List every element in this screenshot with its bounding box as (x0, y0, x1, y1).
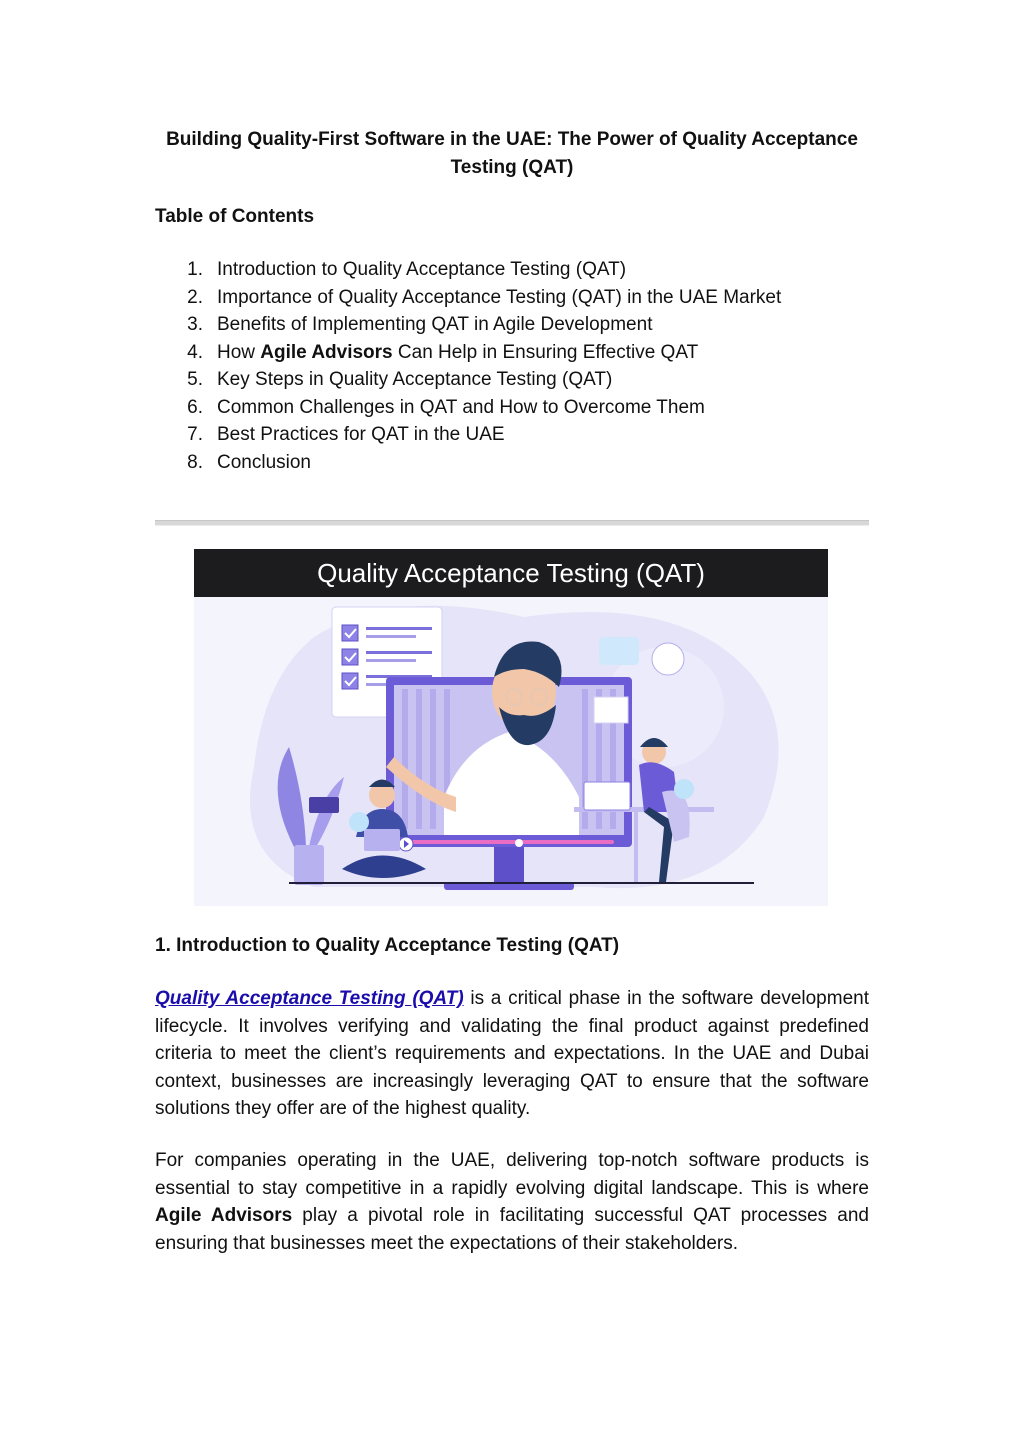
toc-item-label: Benefits of Implementing QAT in Agile Development (217, 314, 653, 335)
toc-item[interactable] (155, 256, 781, 284)
toc-item-label-pre: How (217, 341, 261, 363)
intro-paragraph-text: is a critical phase in the software development lifecycle. It involves verifying and validating the final product against predefined criteria to meet the client’s requirements and expectations. In the UAE and Dubai context, businesses are increasingly leveraging QAT to ensure that the software solutions they offer are of the highest quality. (155, 988, 869, 1119)
toc-item[interactable] (155, 339, 781, 367)
toc-item-number: 3. (187, 314, 203, 335)
table-of-contents (155, 256, 781, 476)
qat-link[interactable]: Quality Acceptance Testing (QAT) (155, 988, 464, 1009)
paragraph-text-post: play a pivotal role in facilitating successful QAT processes and ensuring that businesses meet the expectations of their stakeholders. (155, 1205, 869, 1254)
toc-item-label-post: Can Help in Ensuring Effective QAT (392, 341, 699, 363)
toc-item-number: 6. (187, 396, 203, 418)
toc-item[interactable] (155, 394, 781, 422)
toc-item-label-bold: Agile Advisors (260, 341, 393, 363)
chat-bubble-icon (599, 637, 639, 665)
hero-illustration (194, 549, 828, 906)
check-bubble-icon (674, 779, 694, 799)
toc-item-number: 1. (187, 259, 203, 280)
toc-item[interactable] (155, 366, 781, 394)
toc-item-number: 7. (187, 424, 203, 445)
toc-item-number: 8. (187, 451, 203, 473)
folder-icon (309, 797, 339, 813)
toc-item[interactable] (155, 284, 781, 312)
globe-icon (652, 643, 684, 675)
check-bubble-icon (349, 812, 369, 832)
hero-banner-title: Quality Acceptance Testing (QAT) (194, 549, 828, 597)
toc-item-label: Key Steps in Quality Acceptance Testing (QAT) (217, 369, 613, 390)
toc-item-label: Common Challenges in QAT and How to Overcome Them (217, 396, 705, 418)
toc-heading: Table of Contents (155, 206, 315, 227)
toc-item-number: 4. (187, 341, 203, 363)
paragraph-text-pre: For companies operating in the UAE, delivering top-notch software products is essential to stay competitive in a rapidly evolving digital landscape. This is where (155, 1150, 869, 1199)
agile-advisors-bold: Agile Advisors (155, 1205, 293, 1226)
toc-item-number: 5. (187, 369, 203, 390)
agile-advisors-paragraph (155, 1147, 869, 1257)
image-card-icon (594, 697, 628, 723)
toc-item[interactable] (155, 421, 781, 449)
toc-item[interactable] (155, 311, 781, 339)
toc-item-label: Introduction to Quality Acceptance Testing (QAT) (217, 259, 627, 280)
horizontal-rule (155, 520, 869, 526)
toc-item-label: Conclusion (217, 451, 311, 473)
toc-item-label: Best Practices for QAT in the UAE (217, 424, 505, 445)
toc-item-label: Importance of Quality Acceptance Testing (QAT) in the UAE Market (217, 286, 782, 308)
document-title: Building Quality-First Software in the UAE: The Power of Quality Acceptance Testing (QAT) (166, 129, 858, 178)
toc-item[interactable] (155, 449, 781, 477)
intro-paragraph (155, 985, 869, 1123)
toc-item-number: 2. (187, 286, 203, 308)
section-heading: 1. Introduction to Quality Acceptance Testing (QAT) (155, 935, 620, 956)
qat-illustration-graphic (194, 597, 828, 906)
